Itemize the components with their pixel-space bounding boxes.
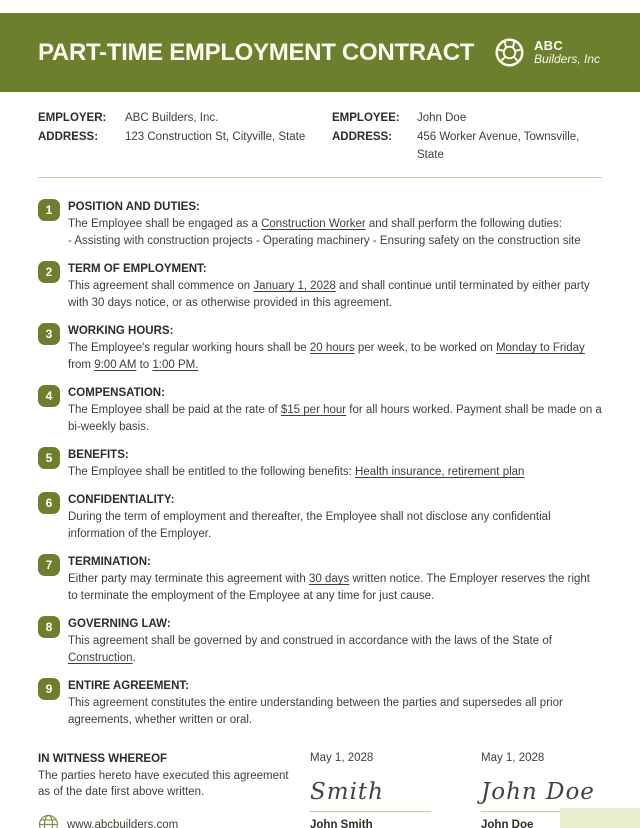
employee-address-value: 456 Worker Avenue, Townsville, State: [417, 131, 580, 161]
witness-block: [38, 751, 310, 828]
section-number-badge: 8: [38, 616, 60, 638]
section-content: [68, 554, 602, 605]
body-text: written notice. The Employer reserves the right to terminate the employment of the Employee at any time for just cause.: [68, 573, 591, 602]
section-body: [68, 509, 602, 543]
signature-name: John Doe: [481, 819, 534, 828]
section-content: [68, 447, 602, 481]
section-title: TERMINATION:: [68, 556, 151, 568]
contract-section: [38, 199, 602, 250]
sections-list: [38, 199, 602, 729]
section-body: [68, 216, 602, 250]
section-body: [68, 695, 602, 729]
signature-column: [310, 751, 431, 828]
signature-script: Smith: [310, 779, 384, 805]
fill-in-value: January 1, 2028: [253, 280, 336, 292]
section-body: [68, 402, 602, 436]
contract-section: [38, 554, 602, 605]
body-text: to: [136, 359, 153, 371]
employee-address-label: ADDRESS:: [332, 131, 393, 143]
contract-section: [38, 492, 602, 543]
body-text: This agreement shall commence on: [68, 280, 254, 292]
signature-columns: [310, 751, 602, 828]
page-title: PART-TIME EMPLOYMENT CONTRACT: [38, 38, 475, 66]
section-title: POSITION AND DUTIES:: [68, 201, 200, 213]
divider: [38, 177, 602, 178]
body-text: and shall continue until terminated by either party with 30 days notice, or as otherwise provided in this agreement.: [68, 280, 590, 309]
body-text: Either party may terminate this agreement with: [68, 573, 309, 585]
section-number-badge: 1: [38, 199, 60, 221]
corner-accent: [560, 808, 640, 828]
employer-value: ABC Builders, Inc.: [125, 112, 219, 124]
abc-builders-logo-icon: [494, 37, 525, 68]
parties-block: [38, 109, 602, 164]
body-text: - Assisting with construction projects - Operating machinery - Ensuring safety on the construction site: [68, 235, 581, 247]
fill-in-value: Monday to Friday: [495, 342, 585, 354]
section-body: [68, 464, 602, 481]
body-text: The Employee shall be entitled to the following benefits:: [68, 466, 356, 478]
contract-section: [38, 385, 602, 436]
section-body: [68, 340, 602, 374]
section-title: BENEFITS:: [68, 449, 129, 461]
logo-company-subtitle: Builders, Inc: [533, 52, 600, 67]
signature-date: May 1, 2028: [481, 752, 545, 764]
section-number-badge: 3: [38, 323, 60, 345]
signature-script: John Doe: [481, 779, 595, 805]
witness-title: IN WITNESS WHEREOF: [38, 753, 168, 765]
body-text: This agreement constitutes the entire understanding between the parties and supersedes all prior agreements, whether written or oral.: [68, 697, 563, 726]
employer-address-value: 123 Construction St, Cityville, State: [125, 131, 306, 143]
company-logo: [494, 37, 600, 68]
section-content: [68, 323, 602, 374]
body-text: and shall perform the following duties:: [365, 218, 562, 230]
section-body: [68, 633, 602, 667]
body-text: During the term of employment and thereafter, the Employee shall not disclose any confidential information of the Employer.: [68, 511, 551, 540]
fill-in-value: Health insurance, retirement plan: [355, 466, 525, 478]
section-body: [68, 278, 602, 312]
section-title: COMPENSATION:: [68, 387, 165, 399]
section-number-badge: 4: [38, 385, 60, 407]
contract-section: [38, 447, 602, 481]
fill-in-value: 9:00 AM: [94, 359, 137, 371]
witness-text: The parties hereto have executed this agreement as of the date first above written.: [38, 770, 289, 798]
website-row: [38, 814, 310, 828]
signature-line: [310, 811, 431, 812]
section-title: WORKING HOURS:: [68, 325, 174, 337]
section-content: [68, 385, 602, 436]
section-title: TERM OF EMPLOYMENT:: [68, 263, 207, 275]
body-text: per week, to be worked on: [354, 342, 496, 354]
body-text: The Employee shall be engaged as a: [68, 218, 262, 230]
employee-label: EMPLOYEE:: [332, 112, 400, 124]
fill-in-value: 1:00 PM.: [152, 359, 199, 371]
section-number-badge: 5: [38, 447, 60, 469]
contract-section: [38, 678, 602, 729]
section-title: CONFIDENTIALITY:: [68, 494, 175, 506]
fill-in-value: Construction Worker: [261, 218, 366, 230]
footer: [38, 751, 602, 828]
section-content: [68, 678, 602, 729]
body-text: for all hours worked. Payment shall be made on a bi-weekly basis.: [68, 404, 602, 433]
signature-date: May 1, 2028: [310, 752, 374, 764]
section-number-badge: 2: [38, 261, 60, 283]
section-number-badge: 9: [38, 678, 60, 700]
signature-name: John Smith: [310, 819, 373, 828]
section-title: ENTIRE AGREEMENT:: [68, 680, 189, 692]
contract-section: [38, 261, 602, 312]
globe-icon: [38, 814, 59, 828]
fill-in-value: 30 days: [308, 573, 350, 585]
contract-section: [38, 323, 602, 374]
logo-company-name: ABC: [533, 37, 564, 53]
contract-section: [38, 616, 602, 667]
section-number-badge: 7: [38, 554, 60, 576]
body-text: The Employee shall be paid at the rate of: [68, 404, 281, 416]
fill-in-value: 20 hours: [309, 342, 355, 354]
section-content: [68, 616, 602, 667]
body-text: The Employee's regular working hours shall be: [68, 342, 310, 354]
logo-text: [534, 39, 600, 66]
employer-address-label: ADDRESS:: [38, 131, 99, 143]
body-text: from: [68, 359, 95, 371]
employer-label: EMPLOYER:: [38, 112, 107, 124]
employee-value: John Doe: [417, 112, 467, 124]
section-body: [68, 571, 602, 605]
body-text: This agreement shall be governed by and construed in accordance with the laws of the State of: [68, 635, 552, 647]
section-content: [68, 261, 602, 312]
header: [0, 13, 640, 92]
fill-in-value: Construction: [68, 652, 133, 664]
fill-in-value: $15 per hour: [280, 404, 347, 416]
section-title: GOVERNING LAW:: [68, 618, 171, 630]
section-content: [68, 199, 602, 250]
section-content: [68, 492, 602, 543]
section-number-badge: 6: [38, 492, 60, 514]
website-link[interactable]: www.abcbuilders.com: [67, 818, 179, 828]
body-text: .: [132, 652, 136, 664]
